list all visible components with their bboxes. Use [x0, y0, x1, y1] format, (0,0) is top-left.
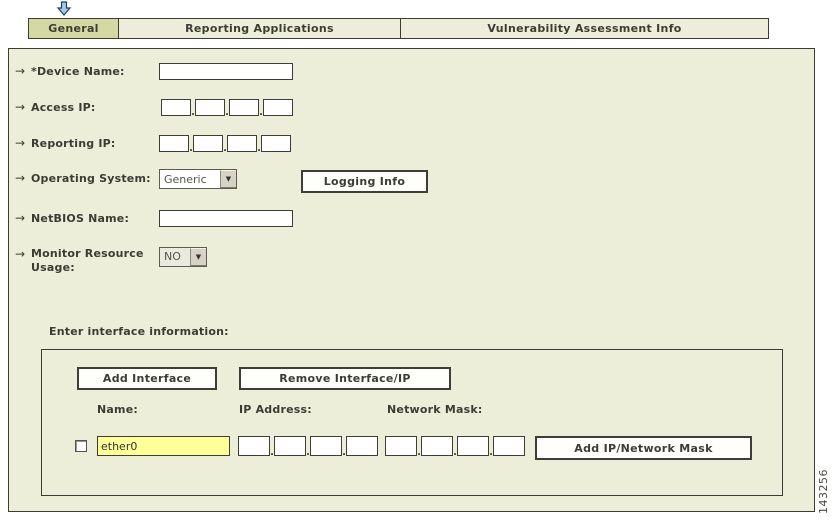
- figure-number: 143256: [817, 469, 830, 514]
- interface-mask-octet-2[interactable]: [421, 436, 453, 456]
- tab-vulnerability-assessment-info[interactable]: [400, 18, 769, 39]
- operating-system-label: Operating System:: [31, 172, 151, 185]
- row-arrow-icon: →: [15, 171, 26, 185]
- reporting-ip-octet-4[interactable]: [261, 135, 291, 152]
- reporting-ip-label: Reporting IP:: [31, 137, 116, 150]
- reporting-ip-octet-3[interactable]: [227, 135, 257, 152]
- ip-dot: .: [257, 143, 261, 154]
- remove-interface-ip-button[interactable]: Remove Interface/IP: [239, 367, 451, 390]
- ip-dot: .: [453, 447, 457, 458]
- ip-dot: .: [189, 143, 193, 154]
- chevron-down-icon[interactable]: ▼: [220, 170, 236, 188]
- operating-system-value: Generic: [164, 173, 207, 186]
- pointer-down-arrow-icon: [56, 1, 72, 16]
- reporting-ip-octet-1[interactable]: [159, 135, 189, 152]
- row-arrow-icon: →: [15, 100, 26, 114]
- ip-dot: .: [342, 447, 346, 458]
- chevron-down-icon[interactable]: ▼: [190, 248, 206, 266]
- tab-general[interactable]: [28, 18, 119, 39]
- device-name-input[interactable]: [159, 63, 293, 80]
- row-arrow-icon: →: [15, 211, 26, 225]
- interface-ip-octet-4[interactable]: [346, 436, 378, 456]
- interface-ip-octet-2[interactable]: [274, 436, 306, 456]
- logging-info-button[interactable]: Logging Info: [301, 170, 428, 193]
- row-arrow-icon: →: [15, 136, 26, 150]
- interface-box: [41, 349, 783, 496]
- interface-mask-inputs: [385, 436, 525, 456]
- operating-system-select[interactable]: [159, 169, 237, 189]
- interface-ip-octet-1[interactable]: [238, 436, 270, 456]
- access-ip-label: Access IP:: [31, 101, 96, 114]
- reporting-ip-inputs: [159, 135, 291, 152]
- access-ip-octet-4[interactable]: [263, 99, 293, 116]
- add-ip-network-mask-button[interactable]: Add IP/Network Mask: [535, 436, 752, 460]
- general-tab-panel: [8, 48, 815, 512]
- interface-name-input[interactable]: [97, 436, 230, 456]
- column-ip-address-label: IP Address:: [239, 403, 312, 416]
- add-interface-button[interactable]: Add Interface: [77, 367, 217, 390]
- interface-mask-octet-4[interactable]: [493, 436, 525, 456]
- interface-ip-octet-3[interactable]: [310, 436, 342, 456]
- ip-dot: .: [259, 107, 263, 118]
- netbios-name-input[interactable]: [159, 210, 293, 227]
- ip-dot: .: [270, 447, 274, 458]
- tab-reporting-applications[interactable]: [118, 18, 401, 39]
- tab-vuln-label: Vulnerability Assessment Info: [487, 22, 682, 35]
- interface-mask-octet-3[interactable]: [457, 436, 489, 456]
- access-ip-octet-2[interactable]: [195, 99, 225, 116]
- ip-dot: .: [223, 143, 227, 154]
- monitor-resource-usage-value: NO: [160, 248, 190, 266]
- access-ip-inputs: [161, 99, 293, 116]
- ip-dot: .: [191, 107, 195, 118]
- ip-dot: .: [489, 447, 493, 458]
- column-name-label: Name:: [97, 403, 138, 416]
- tab-general-label: General: [48, 22, 99, 35]
- reporting-ip-octet-2[interactable]: [193, 135, 223, 152]
- device-name-label: *Device Name:: [31, 65, 125, 78]
- netbios-name-label: NetBIOS Name:: [31, 212, 130, 225]
- tab-reporting-label: Reporting Applications: [185, 22, 334, 35]
- monitor-resource-usage-label: Monitor Resource Usage:: [31, 247, 144, 274]
- monitor-resource-usage-select[interactable]: [159, 247, 207, 267]
- interface-row-checkbox[interactable]: [75, 440, 87, 452]
- ip-dot: .: [417, 447, 421, 458]
- interface-ip-inputs: [238, 436, 378, 456]
- access-ip-octet-3[interactable]: [229, 99, 259, 116]
- ip-dot: .: [225, 107, 229, 118]
- row-arrow-icon: →: [15, 247, 26, 261]
- interface-section-heading: Enter interface information:: [49, 325, 229, 338]
- row-arrow-icon: →: [15, 64, 26, 78]
- access-ip-octet-1[interactable]: [161, 99, 191, 116]
- tab-bar: [28, 18, 769, 39]
- ip-dot: .: [306, 447, 310, 458]
- interface-mask-octet-1[interactable]: [385, 436, 417, 456]
- column-network-mask-label: Network Mask:: [387, 403, 483, 416]
